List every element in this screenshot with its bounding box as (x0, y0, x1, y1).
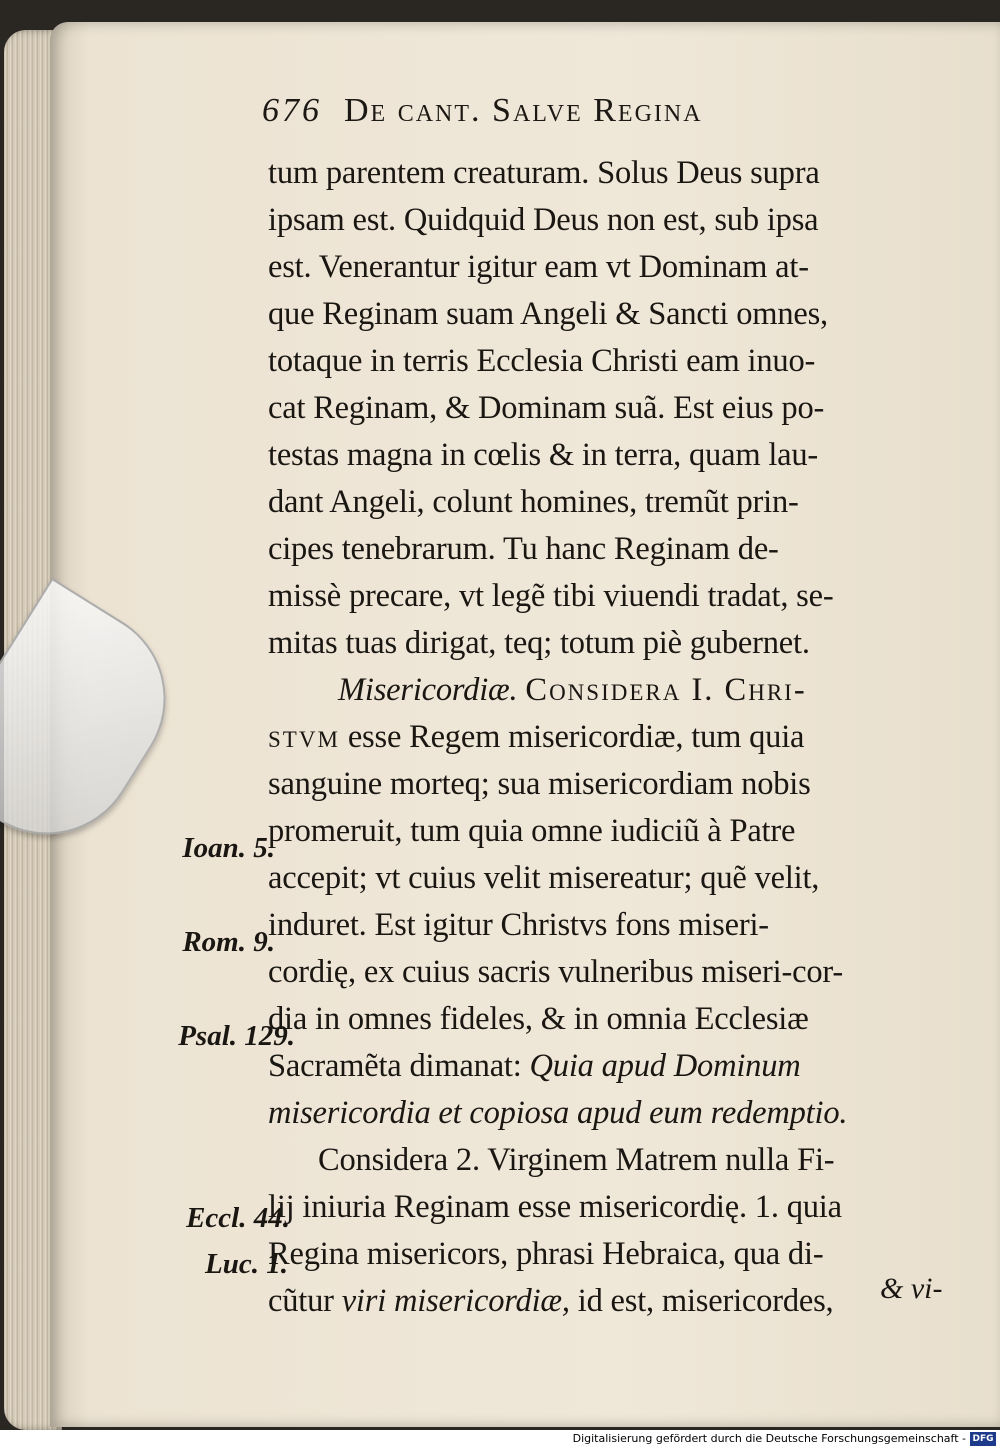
text-line: promeruit, tum quia omne iudiciũ à Patre (268, 813, 796, 849)
psalm-quote-line: misericordia et copiosa apud eum redemptio. (268, 1095, 848, 1131)
text-line: lij iniuria Reginam esse misericordię. 1. quia (268, 1189, 842, 1225)
running-head (262, 92, 902, 136)
text-line: est. Venerantur igitur eam vt Dominam at- (268, 249, 809, 285)
text-line: induret. Est igitur Christvs fons miseri- (268, 907, 769, 943)
section-opening-line (268, 667, 968, 714)
text-line (268, 714, 968, 761)
page-number: 676 (262, 92, 322, 129)
text-line: cordię, ex cuius sacris vulneribus miseri-cor- (268, 954, 843, 990)
margin-note-joan: Ioan. 5. (182, 832, 275, 864)
text-line: sanguine morteq; sua misericordiam nobis (268, 766, 811, 802)
margin-note-eccl: Eccl. 44. (186, 1202, 290, 1234)
text-line: dia in omnes fideles, & in omnia Ecclesiæ (268, 1001, 809, 1037)
text-line: Considera 2. Virginem Matrem nulla Fi- (318, 1142, 835, 1178)
text-line: ipsam est. Quidquid Deus non est, sub ipsa (268, 202, 819, 238)
text-line: cat Reginam, & Dominam suã. Est eius po- (268, 390, 825, 426)
margin-note-psal: Psal. 129. (178, 1020, 295, 1052)
dfg-logo: DFG (970, 1432, 996, 1446)
text-line: Regina misericors, phrasi Hebraica, qua di- (268, 1236, 824, 1272)
running-title: De cant. Salve Regina (344, 92, 703, 129)
catchword: & vi- (880, 1272, 943, 1305)
text-span: Sacramẽta dimanat: (268, 1048, 530, 1084)
christum-caps: stvm (268, 719, 340, 755)
text-line: que Reginam suam Angeli & Sancti omnes, (268, 296, 828, 332)
margin-note-rom: Rom. 9. (182, 926, 275, 958)
section-rubric: Misericordiæ. (338, 672, 518, 708)
main-text (268, 150, 968, 1325)
text-line: testas magna in cœlis & in terra, quam lau- (268, 437, 819, 473)
margin-note-luc: Luc. 1. (205, 1248, 288, 1280)
text-line: accepit; vt cuius velit misereatur; quẽ velit, (268, 860, 820, 896)
considera-heading: Considera I. Chri- (525, 672, 807, 708)
footer-bar (0, 1430, 1000, 1450)
text-span: id est, misericordes, (569, 1283, 834, 1319)
text-line: cipes tenebrarum. Tu hanc Reginam de- (268, 531, 779, 567)
text-line (268, 1043, 968, 1090)
text-line: missè precare, vt legẽ tibi viuendi tradat, se- (268, 578, 834, 614)
text-line: dant Angeli, colunt homines, tremũt prin- (268, 484, 799, 520)
funding-credit: Digitalisierung gefördert durch die Deutsche Forschungsgemeinschaft - (572, 1432, 966, 1445)
text-span: cũtur (268, 1283, 342, 1319)
text-line: tum parentem creaturam. Solus Deus supra (268, 155, 820, 191)
text-line (268, 1278, 968, 1325)
italic-phrase: viri misericordiæ, (341, 1283, 570, 1319)
psalm-quote: Quia apud Dominum (529, 1048, 801, 1084)
text-line: totaque in terris Ecclesia Christi eam inuo- (268, 343, 816, 379)
text-span: esse Regem misericordiæ, tum quia (339, 719, 805, 755)
text-line: mitas tuas dirigat, teq; totum piè gubernet. (268, 625, 810, 661)
